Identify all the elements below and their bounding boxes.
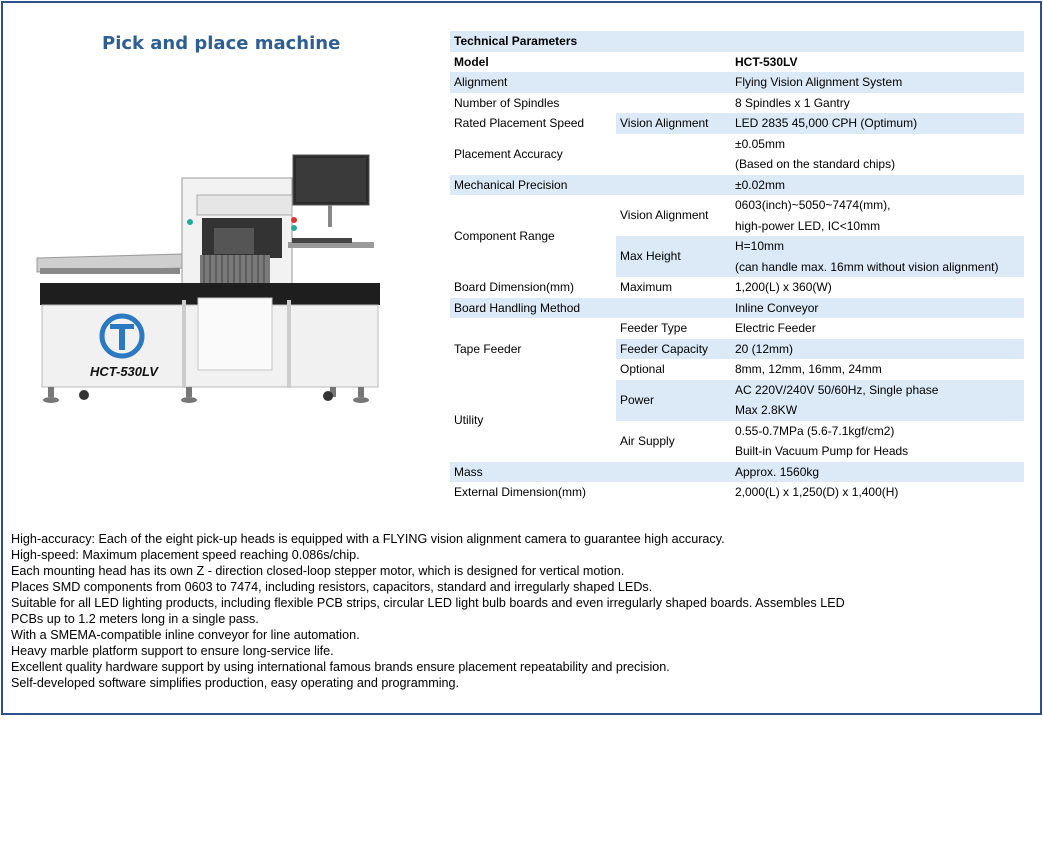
model-value: HCT-530LV [735, 54, 798, 69]
description-line: Suitable for all LED lighting products, including flexible PCB strips, circular LED light bulb boards and even irregularly shaped boards. Assembles LED [11, 596, 845, 610]
handling-value: Inline Conveyor [735, 300, 819, 315]
description-line: Each mounting head has its own Z - direction closed-loop stepper motor, which is designed for vertical motion. [11, 564, 625, 578]
table-row [450, 134, 1024, 155]
description-line: With a SMEMA-compatible inline conveyor for line automation. [11, 628, 360, 642]
description-line: High-speed: Maximum placement speed reaching 0.086s/chip. [11, 548, 360, 562]
description-line: Heavy marble platform support to ensure long-service life. [11, 644, 334, 658]
table-row [450, 298, 1024, 319]
mass-label: Mass [454, 464, 483, 479]
table-row [450, 72, 1024, 93]
speed-value: LED 2835 45,000 CPH (Optimum) [731, 113, 1024, 134]
speed-label: Rated Placement Speed [454, 116, 585, 130]
mass-value: Approx. 1560kg [735, 464, 820, 479]
description-line: Places SMD components from 0603 to 7474, including resistors, capacitors, standard and irregularly shaped LEDs. [11, 580, 653, 594]
precision-label: Mechanical Precision [454, 177, 568, 192]
table-row [450, 175, 1024, 196]
tape-sub-2: Feeder Capacity [620, 341, 709, 356]
component-sub-1: Vision Alignment [620, 208, 709, 223]
utility-value-2a: 0.55-0.7MPa (5.6-7.1kgf/cm2) [735, 423, 895, 438]
accuracy-label: Placement Accuracy [454, 146, 563, 161]
table-header: Technical Parameters [454, 34, 578, 48]
tape-label: Tape Feeder [454, 341, 522, 356]
tape-value-1: Electric Feeder [735, 321, 816, 335]
description-line: High-accuracy: Each of the eight pick-up heads is equipped with a FLYING vision alignment camera to guarantee high accuracy. [11, 532, 725, 546]
utility-value-1b: Max 2.8KW [731, 400, 1024, 421]
alignment-label: Alignment [454, 75, 508, 89]
description-line: Excellent quality hardware support by using international famous brands ensure placement repeatability and precision. [11, 660, 670, 674]
spindles-label: Number of Spindles [454, 95, 560, 110]
handling-label: Board Handling Method [454, 300, 581, 315]
board-sub: Maximum [620, 280, 673, 294]
table-row [450, 462, 1024, 483]
tape-sub-3: Optional [620, 362, 665, 376]
accuracy-value-2: (Based on the standard chips) [735, 157, 896, 171]
spindles-value: 8 Spindles x 1 Gantry [735, 95, 850, 110]
table-row [450, 52, 1024, 73]
utility-value-1a: AC 220V/240V 50/60Hz, Single phase [731, 380, 1024, 401]
table-header-row [450, 31, 1024, 52]
utility-sub-1: Power [616, 380, 731, 421]
tape-value-3: 8mm, 12mm, 16mm, 24mm [735, 362, 882, 376]
description-line: Self-developed software simplifies production, easy operating and programming. [11, 676, 460, 690]
utility-value-2b: Built-in Vacuum Pump for Heads [735, 444, 909, 458]
component-value-1b: high-power LED, IC<10mm [735, 218, 881, 233]
external-label: External Dimension(mm) [454, 485, 587, 499]
board-label: Board Dimension(mm) [454, 280, 575, 294]
table-row [450, 113, 1024, 134]
feature-description [11, 531, 1021, 691]
table-row [450, 277, 1024, 298]
page-title: Pick and place machine [102, 33, 341, 54]
machine-image [32, 150, 382, 412]
table-row [450, 195, 1024, 216]
board-value: 1,200(L) x 360(W) [735, 280, 832, 294]
alignment-value: Flying Vision Alignment System [735, 75, 903, 89]
utility-sub-2: Air Supply [620, 433, 675, 448]
table-row [450, 93, 1024, 114]
table-row [450, 482, 1024, 503]
speed-sub: Vision Alignment [616, 113, 731, 134]
tape-sub-1: Feeder Type [620, 321, 688, 335]
component-label: Component Range [454, 228, 555, 243]
component-sub-2: Max Height [616, 236, 731, 277]
precision-value: ±0.02mm [735, 177, 785, 192]
component-value-2b: (can handle max. 16mm without vision alignment) [731, 257, 1024, 278]
utility-label: Utility [454, 413, 484, 428]
table-row [450, 318, 1024, 339]
description-line: PCBs up to 1.2 meters long in a single pass. [11, 612, 259, 626]
model-label: Model [454, 54, 489, 69]
machine-logo-text: HCT-530LV [90, 364, 158, 379]
tape-value-2: 20 (12mm) [735, 341, 794, 356]
external-value: 2,000(L) x 1,250(D) x 1,400(H) [735, 485, 899, 499]
table-row [450, 380, 1024, 401]
component-value-2a: H=10mm [731, 236, 1024, 257]
component-value-1a: 0603(inch)~5050~7474(mm), [735, 198, 891, 212]
technical-parameters-table [450, 31, 1024, 503]
accuracy-value-1: ±0.05mm [735, 136, 785, 151]
